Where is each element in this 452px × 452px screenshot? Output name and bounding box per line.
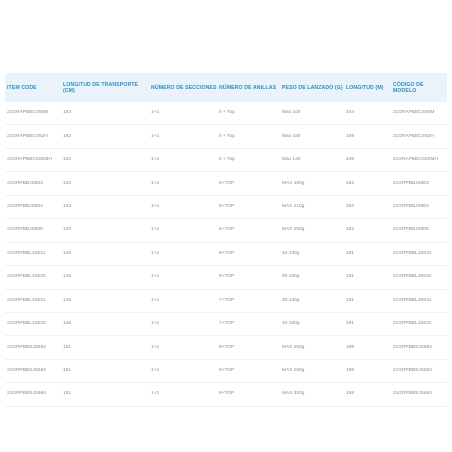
cell-length: 249 [346,133,355,139]
cell-model-code: 21GRPBBJS803 [393,180,429,186]
cell-sections: 1+1 [151,274,160,280]
cell-item-code: 21GRAPBBCS82MH [7,157,52,163]
cell-item-code: 21GRPBBSJS662 [7,344,46,350]
cell-transport-length: 162 [63,157,72,163]
cell-sections: 1+1 [151,391,160,397]
cell-casting-weight: 30-130g [282,297,300,303]
cell-item-code: 21GRPBBLJS631 [7,250,46,256]
cell-model-code: 21GRPBBJS804 [393,203,429,209]
cell-casting-weight: MAX 200g [282,344,305,350]
cell-rings: 9+TOP [219,274,235,280]
cell-sections: 1+1 [151,180,160,186]
cell-length: 191 [346,274,355,280]
cell-rings: 9+TOP [219,344,235,350]
cell-sections: 1+1 [151,157,160,163]
cell-casting-weight: 40-130g [282,250,300,256]
cell-rings: 6+TOP [219,180,235,186]
cell-model-code: 21GRPBBSJS663 [393,368,432,374]
cell-length: 198 [346,391,355,397]
cell-transport-length: 151 [63,368,72,374]
cell-casting-weight: 40-160g [282,321,300,327]
header-casting-weight: PESO DE LANZADO (G) [282,84,343,91]
cell-casting-weight: MAX 250g [282,368,305,374]
table-row [5,102,447,125]
cell-rings: 6 + Top [219,133,235,139]
cell-model-code: 21GRPBBLJS631 [393,297,432,303]
cell-item-code: 21GRPBBJS805 [7,227,43,233]
cell-length: 163 [346,227,355,233]
cell-transport-length: 163 [63,110,72,116]
header-length: LONGITUD (M) [346,84,384,91]
spec-table [5,73,447,407]
cell-transport-length: 151 [63,344,72,350]
cell-model-code: 21GRPBBSJS664 [393,391,432,397]
header-transport-length: LONGITUD DE TRANSPORTE (CM) [63,81,139,94]
cell-sections: 1+1 [151,203,160,209]
header-sections: NÚMERO DE SECCIONES [151,84,217,91]
spec-table-container [5,73,447,407]
cell-sections: 1+1 [151,368,160,374]
cell-casting-weight: 50-160g [282,274,300,280]
cell-model-code: 21GRPBBSJS662 [393,344,432,350]
cell-casting-weight: Max 180 [282,133,301,139]
table-body [5,102,447,406]
header-item-code: ITEM CODE [7,84,37,91]
cell-length: 249 [346,157,355,163]
cell-item-code: 21GRAPBBCS80M [7,110,49,116]
cell-model-code: 21GRPBBLJS632 [393,274,432,280]
cell-sections: 1+1 [151,321,160,327]
cell-item-code: 21GRPBBJS803 [7,180,43,186]
cell-model-code: 21GRPBBJS805 [393,227,429,233]
cell-item-code: 21GRPBBLJS631 [7,297,46,303]
cell-transport-length: 162 [63,133,72,139]
table-row [5,289,447,312]
table-row [5,336,447,359]
cell-casting-weight: MAX 330g [282,391,305,397]
cell-rings: 9+TOP [219,250,235,256]
cell-item-code: 21GRAPBBCS82H [7,133,48,139]
cell-rings: 7+TOP [219,321,235,327]
cell-sections: 1+1 [151,250,160,256]
cell-casting-weight: MAX 180g [282,180,305,186]
cell-rings: 9+TOP [219,391,235,397]
cell-model-code: 21GRPBBLJS631 [393,250,432,256]
table-row [5,195,447,218]
cell-length: 198 [346,368,355,374]
table-row [5,359,447,382]
cell-item-code: 21GRPBBSJS663 [7,368,46,374]
header-model-code: CÓDIGO DE MODELO [393,81,424,94]
cell-sections: 1+1 [151,110,160,116]
table-row [5,148,447,171]
cell-casting-weight: Max 100 [282,110,301,116]
table-header [5,73,447,102]
cell-casting-weight: Max 120 [282,157,301,163]
cell-model-code: 21GRAPBBCS82MH [393,157,438,163]
cell-length: 163 [346,203,355,209]
cell-transport-length: 146 [63,274,72,280]
cell-casting-weight: MAX 250g [282,227,305,233]
cell-transport-length: 146 [63,297,72,303]
cell-item-code: 21GRPBBLJS632 [7,321,46,327]
table-row [5,172,447,195]
cell-transport-length: 133 [63,227,72,233]
cell-transport-length: 146 [63,321,72,327]
cell-rings: 9+TOP [219,368,235,374]
cell-sections: 1+1 [151,297,160,303]
cell-rings: 7+TOP [219,297,235,303]
cell-item-code: 21GRPBBLJS632 [7,274,46,280]
cell-length: 191 [346,321,355,327]
cell-item-code: 21GRPBBJS804 [7,203,43,209]
table-row [5,219,447,242]
table-row [5,242,447,265]
cell-transport-length: 151 [63,391,72,397]
cell-model-code: 21GRPBBLJS632 [393,321,432,327]
cell-sections: 1+1 [151,344,160,350]
header-rings: NÚMERO DE ANILLAS [219,84,277,91]
cell-rings: 6+TOP [219,203,235,209]
cell-sections: 1+1 [151,133,160,139]
cell-transport-length: 146 [63,250,72,256]
cell-length: 191 [346,297,355,303]
cell-model-code: 21GRAPBBCS82H [393,133,434,139]
cell-rings: 6+TOP [219,227,235,233]
cell-casting-weight: MAX 210g [282,203,305,209]
cell-model-code: 21GRAPBBCS80M [393,110,435,116]
cell-length: 191 [346,250,355,256]
cell-length: 198 [346,344,355,350]
cell-length: 163 [346,180,355,186]
table-row [5,383,447,406]
cell-rings: 6 + Top [219,157,235,163]
cell-transport-length: 133 [63,203,72,209]
cell-item-code: 21GRPBBSJS664 [7,391,46,397]
cell-sections: 1+1 [151,227,160,233]
cell-transport-length: 133 [63,180,72,186]
cell-rings: 6 + Top [219,110,235,116]
header-row [5,73,447,102]
cell-length: 244 [346,110,355,116]
table-row [5,266,447,289]
table-row [5,312,447,335]
table-row [5,125,447,148]
